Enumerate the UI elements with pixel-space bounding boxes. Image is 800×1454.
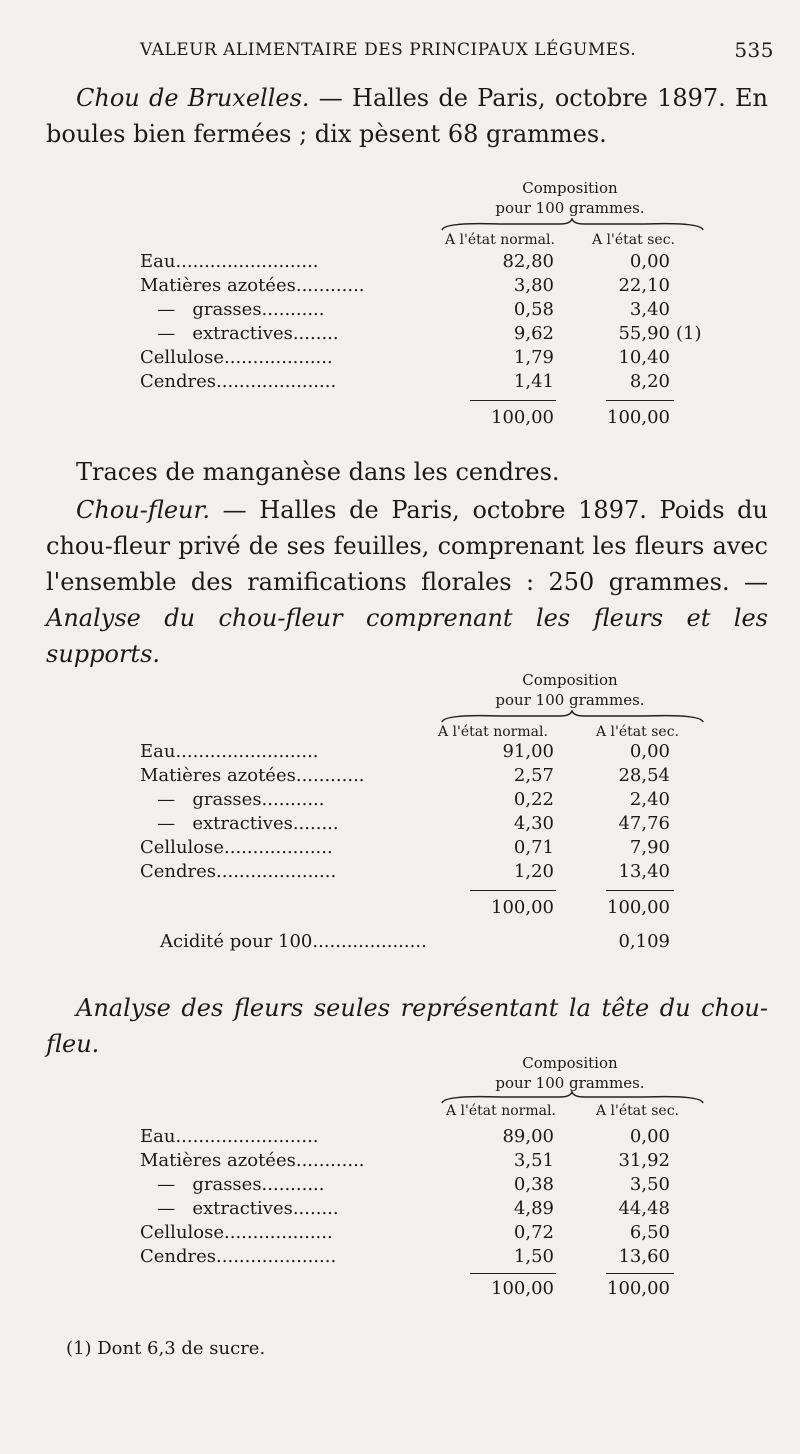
table-row — [140, 812, 700, 836]
value-sec: 22,10 — [618, 275, 670, 296]
row-label: Eau......................... — [140, 251, 319, 272]
total-row — [140, 896, 700, 920]
value-normal: 0,71 — [513, 837, 554, 858]
col-normal-header: A l'état normal. — [438, 724, 548, 740]
value-sec: 8,20 — [629, 371, 670, 392]
row-label: Cellulose................... — [140, 347, 333, 368]
table-fleurs — [140, 1053, 700, 1313]
value-normal: 3,51 — [513, 1150, 554, 1171]
sum-rule — [606, 890, 674, 891]
total-normal: 100,00 — [491, 1278, 554, 1299]
value-sec: 13,60 — [618, 1246, 670, 1267]
value-normal: 0,38 — [513, 1174, 554, 1195]
total-normal: 100,00 — [491, 407, 554, 428]
row-label: Eau......................... — [140, 1126, 319, 1147]
acidity-row — [160, 930, 700, 954]
composition-line1: Composition — [522, 671, 618, 689]
table-row — [140, 346, 700, 370]
table-row — [140, 322, 700, 346]
table-row — [140, 740, 700, 764]
section2-paragraph — [46, 492, 768, 672]
value-normal: 2,57 — [513, 765, 554, 786]
value-sec: 28,54 — [618, 765, 670, 786]
value-normal: 0,22 — [513, 789, 554, 810]
section2-title: Chou-fleur. — [76, 496, 210, 524]
value-normal: 0,72 — [513, 1222, 554, 1243]
acidity-label: Acidité pour 100.................... — [160, 931, 427, 952]
row-label: Cellulose................... — [140, 837, 333, 858]
row-label: — extractives........ — [140, 813, 339, 834]
col-sec-header: A l'état sec. — [596, 724, 679, 740]
sum-rule — [606, 400, 674, 401]
row-label: Cendres..................... — [140, 1246, 337, 1267]
col-sec-header: A l'état sec. — [592, 232, 675, 248]
row-label: — extractives........ — [140, 323, 339, 344]
composition-heading — [440, 1053, 700, 1093]
sum-rule — [606, 1273, 674, 1274]
running-head — [140, 40, 780, 60]
total-row — [140, 406, 700, 430]
footnote-ref: (1) — [676, 323, 702, 344]
value-sec: 0,00 — [629, 1126, 670, 1147]
row-label: Eau......................... — [140, 741, 319, 762]
value-sec: 7,90 — [629, 837, 670, 858]
table-row — [140, 274, 700, 298]
row-label: — grasses........... — [140, 1174, 325, 1195]
sum-rule — [470, 1273, 556, 1274]
section2-italic-text: Analyse du chou-fleur comprenant les fleurs et les supports. — [46, 604, 768, 668]
manganese-note: Traces de manganèse dans les cendres. — [76, 458, 560, 486]
table-row — [140, 1125, 700, 1149]
row-label: — grasses........... — [140, 789, 325, 810]
value-sec: 55,90 — [618, 323, 670, 344]
col-normal-header: A l'état normal. — [445, 232, 555, 248]
table-row — [140, 250, 700, 274]
table-row — [140, 370, 700, 394]
value-normal: 0,58 — [513, 299, 554, 320]
value-sec: 13,40 — [618, 861, 670, 882]
value-normal: 89,00 — [502, 1126, 554, 1147]
value-normal: 1,50 — [513, 1246, 554, 1267]
value-normal: 9,62 — [513, 323, 554, 344]
row-label: — grasses........... — [140, 299, 325, 320]
composition-line1: Composition — [522, 1054, 618, 1072]
table-row — [140, 764, 700, 788]
value-normal: 1,41 — [513, 371, 554, 392]
footnote: (1) Dont 6,3 de sucre. — [66, 1338, 266, 1359]
table-bruxelles — [140, 178, 700, 438]
value-sec: 31,92 — [618, 1150, 670, 1171]
section1-title: Chou de Bruxelles. — [76, 84, 310, 112]
composition-line2: pour 100 grammes. — [495, 199, 645, 217]
total-sec: 100,00 — [607, 407, 670, 428]
value-normal: 82,80 — [502, 251, 554, 272]
row-label: Matières azotées............ — [140, 765, 365, 786]
section2-text: — Halles de Paris, octobre 1897. Poids du chou-fleur privé de ses feuilles, comprenant les fleurs avec l'ensemble des ramifications florales : 250 grammes. — — [46, 496, 768, 596]
composition-line2: pour 100 grammes. — [495, 691, 645, 709]
table-row — [140, 1173, 700, 1197]
value-normal: 1,79 — [513, 347, 554, 368]
value-sec: 47,76 — [618, 813, 670, 834]
value-sec: 0,00 — [629, 251, 670, 272]
table-row — [140, 860, 700, 884]
col-sec-header: A l'état sec. — [596, 1103, 679, 1119]
value-sec: 44,48 — [618, 1198, 670, 1219]
brace-icon — [440, 710, 705, 724]
value-normal: 4,30 — [513, 813, 554, 834]
total-sec: 100,00 — [607, 897, 670, 918]
section1-paragraph — [46, 80, 768, 152]
value-normal: 1,20 — [513, 861, 554, 882]
table-row — [140, 1245, 700, 1269]
row-label: — extractives........ — [140, 1198, 339, 1219]
sum-rule — [470, 400, 556, 401]
value-sec: 0,00 — [629, 741, 670, 762]
total-sec: 100,00 — [607, 1278, 670, 1299]
sum-rule — [470, 890, 556, 891]
table-row — [140, 788, 700, 812]
brace-icon — [440, 218, 705, 232]
total-normal: 100,00 — [491, 897, 554, 918]
acidity-value: 0,109 — [618, 931, 670, 952]
row-label: Matières azotées............ — [140, 275, 365, 296]
composition-heading — [440, 178, 700, 218]
value-sec: 10,40 — [618, 347, 670, 368]
value-sec: 6,50 — [629, 1222, 670, 1243]
table-chou-fleur — [140, 670, 700, 950]
table-row — [140, 298, 700, 322]
section3-heading: Analyse des fleurs seules représentant la tête du chou-fleu. — [46, 994, 768, 1058]
running-title: VALEUR ALIMENTAIRE DES PRINCIPAUX LÉGUMES. — [140, 40, 637, 60]
composition-line2: pour 100 grammes. — [495, 1074, 645, 1092]
value-sec: 3,50 — [629, 1174, 670, 1195]
row-label: Cendres..................... — [140, 371, 337, 392]
page-number: 535 — [734, 38, 774, 62]
total-row — [140, 1277, 700, 1301]
row-label: Matières azotées............ — [140, 1150, 365, 1171]
col-normal-header: A l'état normal. — [446, 1103, 556, 1119]
value-normal: 3,80 — [513, 275, 554, 296]
table-row — [140, 836, 700, 860]
value-normal: 91,00 — [502, 741, 554, 762]
value-normal: 4,89 — [513, 1198, 554, 1219]
value-sec: 3,40 — [629, 299, 670, 320]
table-row — [140, 1221, 700, 1245]
section1-text: — Halles de Paris, octobre 1897. En boules bien fermées ; dix pèsent 68 grammes. — [46, 84, 769, 148]
composition-line1: Composition — [522, 179, 618, 197]
composition-heading — [440, 670, 700, 710]
table-row — [140, 1149, 700, 1173]
row-label: Cellulose................... — [140, 1222, 333, 1243]
row-label: Cendres..................... — [140, 861, 337, 882]
table-row — [140, 1197, 700, 1221]
value-sec: 2,40 — [629, 789, 670, 810]
